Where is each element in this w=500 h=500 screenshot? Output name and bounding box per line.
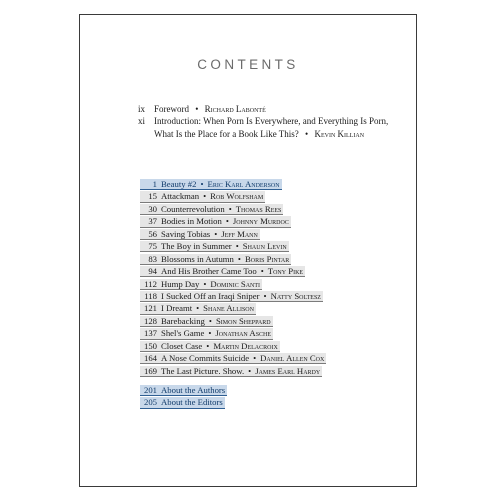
toc-link[interactable] xyxy=(140,328,273,339)
entry-page-number: 83 xyxy=(148,253,157,264)
entry-page-number: 137 xyxy=(143,328,157,339)
entry-title: Attackman xyxy=(161,191,200,202)
entry-author: Eric Karl Anderson xyxy=(207,179,280,189)
entry-title: The Boy in Summer xyxy=(161,241,232,252)
entry-author: Jeff Mann xyxy=(221,228,258,239)
entry-title: About the Editors xyxy=(161,397,223,408)
entry-title: Foreword xyxy=(154,104,189,114)
bullet-separator: • xyxy=(235,241,239,252)
entry-title: Barebacking xyxy=(161,315,205,326)
entry-page-number: 164 xyxy=(143,353,157,364)
entry-page-number: 128 xyxy=(143,315,157,326)
entry-author: Daniel Allen Cox xyxy=(260,353,325,364)
toc-link[interactable] xyxy=(140,216,291,227)
entry-title: Counterrevolution xyxy=(161,203,225,214)
bullet-separator: • xyxy=(208,328,212,339)
entry-author: Tony Pike xyxy=(267,266,304,277)
bullet-separator: • xyxy=(203,278,207,289)
entry-author: Martin Delacroix xyxy=(213,340,278,351)
toc-link[interactable] xyxy=(140,279,262,290)
entry-title: Beauty #2 xyxy=(161,179,197,189)
story-list xyxy=(140,179,326,378)
toc-link[interactable] xyxy=(140,204,283,215)
entry-author: Jonathan Asche xyxy=(215,328,272,339)
bullet-separator: • xyxy=(203,191,207,202)
contents-heading: CONTENTS xyxy=(197,57,299,72)
entry-page-number: 150 xyxy=(143,340,157,351)
bullet-separator: • xyxy=(200,179,204,189)
toc-link[interactable] xyxy=(140,241,289,252)
toc-link[interactable] xyxy=(140,291,323,302)
back-matter xyxy=(140,385,227,410)
toc-link[interactable] xyxy=(140,179,282,190)
entry-title: A Nose Commits Suicide xyxy=(161,353,250,364)
entry-author: Shaun Levin xyxy=(242,241,287,252)
entry-page-number: 37 xyxy=(148,216,157,227)
toc-link[interactable] xyxy=(140,385,227,396)
bullet-separator: • xyxy=(225,216,229,227)
entry-page-number: 30 xyxy=(148,203,157,214)
entry-page-number: ix xyxy=(138,104,146,114)
entry-author: Simon Sheppard xyxy=(215,315,271,326)
entry-page-number: 1 xyxy=(152,179,157,189)
front-matter xyxy=(138,103,408,140)
entry-page-number: 112 xyxy=(144,278,157,289)
bullet-separator: • xyxy=(208,315,212,326)
bullet-separator: • xyxy=(196,303,200,314)
entry-author: Thomas Rees xyxy=(235,203,282,214)
entry-title: Hump Day xyxy=(161,278,200,289)
entry-page-number: 169 xyxy=(143,365,157,376)
entry-title: About the Authors xyxy=(161,385,226,395)
front-matter-entry[interactable] xyxy=(138,115,408,140)
entry-page-number: 15 xyxy=(148,191,157,202)
entry-page-number: 118 xyxy=(144,290,157,301)
entry-page-number: 75 xyxy=(148,241,157,252)
entry-author: Shane Allison xyxy=(203,303,254,314)
toc-link[interactable] xyxy=(140,191,265,202)
toc-link[interactable] xyxy=(140,366,322,377)
toc-link[interactable] xyxy=(140,303,256,314)
bullet-separator: • xyxy=(253,353,257,364)
entry-page-number: 201 xyxy=(143,385,157,395)
toc-link[interactable] xyxy=(140,254,291,265)
book-page xyxy=(79,14,417,487)
entry-page-number: 56 xyxy=(148,228,157,239)
entry-title: I Dreamt xyxy=(161,303,193,314)
toc-link[interactable] xyxy=(140,316,273,327)
toc-link[interactable] xyxy=(140,397,225,408)
entry-title: Shel's Game xyxy=(161,328,205,339)
bullet-separator: • xyxy=(195,104,199,114)
entry-author: Dominic Santi xyxy=(210,278,261,289)
entry-page-number: 205 xyxy=(143,397,157,408)
entry-title: Closet Case xyxy=(161,340,203,351)
entry-page-number: 94 xyxy=(148,266,157,277)
entry-author: James Earl Hardy xyxy=(255,365,321,376)
bullet-separator: • xyxy=(248,365,252,376)
entry-author: Boris Pintar xyxy=(244,253,290,264)
bullet-separator: • xyxy=(260,266,264,277)
entry-page-number: 121 xyxy=(143,303,157,314)
entry-title: I Sucked Off an Iraqi Sniper xyxy=(161,290,260,301)
entry-author: Kevin Killian xyxy=(314,128,365,139)
bullet-separator: • xyxy=(206,340,210,351)
toc-link[interactable] xyxy=(140,229,260,240)
entry-author: Rob Wolfsham xyxy=(210,191,264,202)
toc-link[interactable] xyxy=(140,341,280,352)
bullet-separator: • xyxy=(214,228,218,239)
bullet-separator: • xyxy=(305,128,309,139)
toc-link[interactable] xyxy=(140,266,305,277)
entry-author: Natty Soltesz xyxy=(270,290,321,301)
entry-title: And His Brother Came Too xyxy=(161,266,257,277)
bullet-separator: • xyxy=(237,253,241,264)
front-matter-entry[interactable] xyxy=(138,103,408,115)
bullet-separator: • xyxy=(228,203,232,214)
entry-title: Introduction: When Porn Is Everywhere, and Everything Is Porn, What Is the Place for a Book Like This? xyxy=(154,116,389,139)
entry-title: Saving Tobias xyxy=(161,228,211,239)
entry-title: Blossoms in Autumn xyxy=(161,253,234,264)
entry-author: Richard Labonté xyxy=(204,104,266,114)
bullet-separator: • xyxy=(263,290,267,301)
entry-title: Bodies in Motion xyxy=(161,216,222,227)
entry-title: The Last Picture. Show. xyxy=(161,365,245,376)
entry-author: Johnny Murdoc xyxy=(232,216,289,227)
entry-page-number: xi xyxy=(138,116,146,127)
toc-link[interactable] xyxy=(140,353,326,364)
